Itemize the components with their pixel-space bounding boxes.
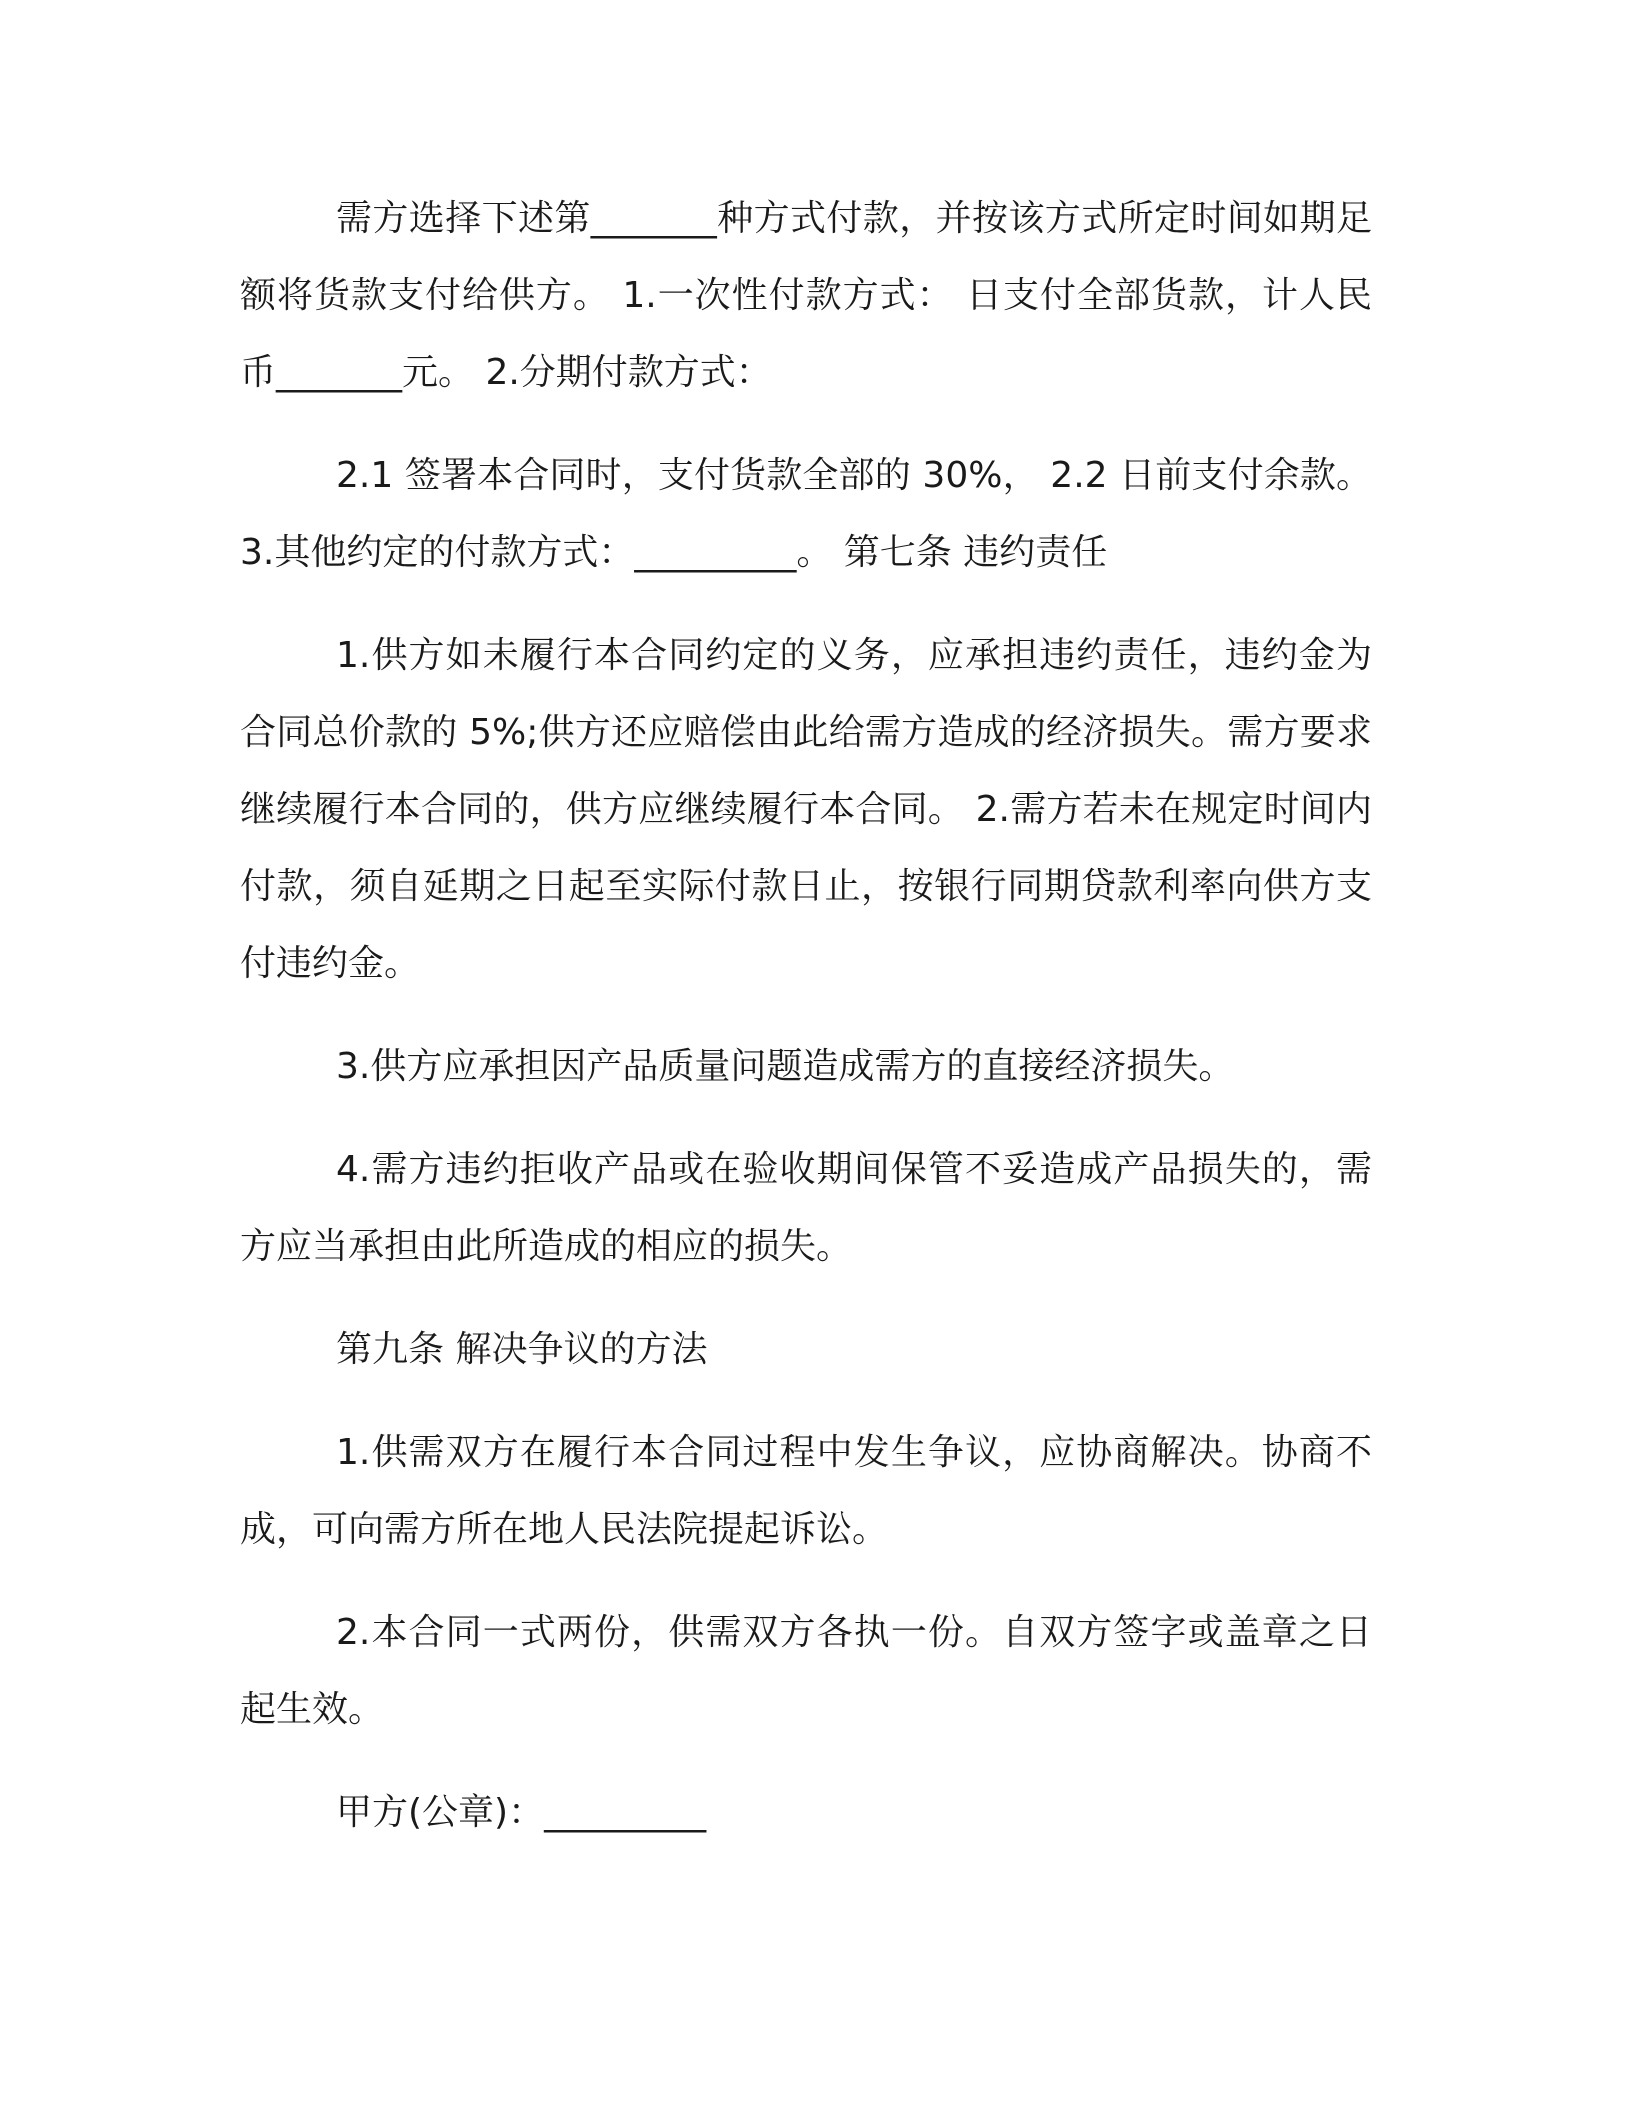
- document-body: [240, 180, 1372, 1877]
- paragraph-payment-method: 需方选择下述第_______种方式付款，并按该方式所定时间如期足额将货款支付给供方。 1.一次性付款方式： 日支付全部货款，计人民币_______元。 2.分期付款方式：: [240, 198, 1372, 393]
- paragraph-breach-liability: 1.供方如未履行本合同约定的义务，应承担违约责任，违约金为合同总价款的 5%;供方还应赔偿由此给需方造成的经济损失。需方要求继续履行本合同的，供方应继续履行本合同。 2.需方若未在规定时间内付款，须自延期之日起至实际付款日止，按银行同期贷款利率向供方支付违约金。: [240, 635, 1372, 984]
- signature-line-party-a: 甲方(公章)：_________: [336, 1792, 707, 1833]
- paragraph-installment: 2.1 签署本合同时，支付货款全部的 30%， 2.2 日前支付余款。 3.其他约定的付款方式：_________。 第七条 违约责任: [240, 455, 1372, 573]
- paragraph-copies-effective: 2.本合同一式两份，供需双方各执一份。自双方签字或盖章之日起生效。: [240, 1612, 1372, 1730]
- paragraph-quality-loss: 3.供方应承担因产品质量问题造成需方的直接经济损失。: [336, 1046, 1235, 1087]
- paragraph-dispute-resolution: 1.供需双方在履行本合同过程中发生争议，应协商解决。协商不成，可向需方所在地人民法院提起诉讼。: [240, 1432, 1372, 1550]
- paragraph-rejection-loss: 4.需方违约拒收产品或在验收期间保管不妥造成产品损失的，需方应当承担由此所造成的相应的损失。: [240, 1149, 1372, 1267]
- section-heading-dispute: 第九条 解决争议的方法: [336, 1329, 708, 1370]
